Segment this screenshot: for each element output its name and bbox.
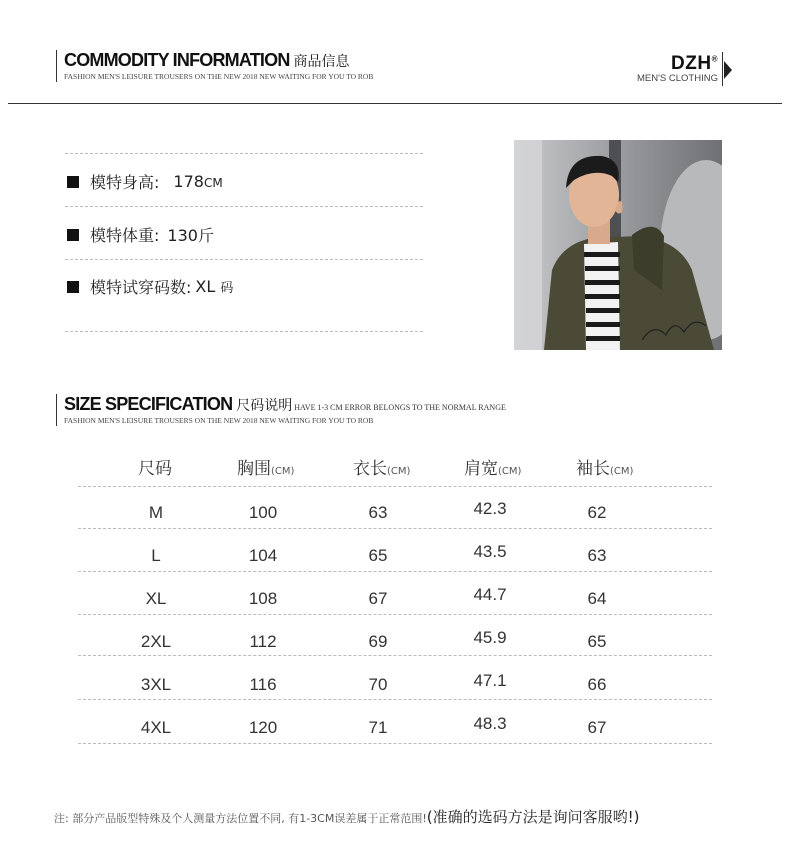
model-height-label: 模特身高: (90, 173, 160, 192)
brand-logo (637, 53, 718, 84)
model-height-value: 178CM (173, 172, 223, 191)
table-cell-sleeve: 67 (587, 718, 607, 737)
table-header-sleeve: 袖长(CM) (576, 459, 634, 479)
table-cell-size: L (151, 546, 161, 565)
table-cell-shoulder: 42.3 (473, 499, 507, 518)
size-spec-subtitle: FASHION MEN'S LEISURE TROUSERS ON THE NEW 2018 NEW WAITING FOR YOU TO ROB (64, 416, 374, 425)
model-weight-value: 130斤 (167, 226, 214, 245)
table-divider (78, 614, 712, 615)
table-cell-sleeve: 63 (587, 546, 607, 565)
model-size-row (67, 275, 233, 298)
footnote (54, 806, 639, 827)
table-cell-length: 70 (368, 675, 388, 694)
size-spec-header (56, 394, 506, 426)
table-divider (78, 655, 712, 656)
table-divider (78, 528, 712, 529)
table-cell-length: 69 (368, 632, 388, 651)
bullet-square-icon (67, 229, 79, 241)
header-rule (8, 103, 782, 104)
bullet-square-icon (67, 281, 79, 293)
footnote-advice: (准确的选码方法是询问客服哟!) (426, 808, 640, 826)
table-cell-sleeve: 64 (587, 589, 607, 608)
commodity-title-cn: 商品信息 (293, 54, 350, 70)
model-height-row (67, 170, 223, 193)
size-spec-title: SIZE SPECIFICATION 尺码说明 HAVE 1-3 CM ERROR BELONGS TO THE NORMAL RANGE (64, 394, 506, 414)
table-divider (78, 571, 712, 572)
brand-name: DZH (671, 53, 712, 74)
table-cell-length: 63 (368, 503, 388, 522)
table-cell-length: 65 (368, 546, 388, 565)
brand-registered-mark: ® (711, 54, 718, 64)
table-header-length: 衣长(CM) (353, 459, 411, 479)
table-cell-chest: 116 (249, 675, 277, 694)
info-divider (65, 259, 423, 260)
model-photo (514, 140, 722, 350)
info-divider (65, 153, 423, 154)
table-cell-sleeve: 66 (587, 675, 607, 694)
table-cell-chest: 108 (248, 589, 278, 608)
info-divider (65, 206, 423, 207)
table-header-size: 尺码 (138, 459, 172, 479)
table-header-shoulder: 肩宽(CM) (464, 459, 522, 479)
brand-divider (722, 52, 723, 86)
table-cell-shoulder: 44.7 (473, 585, 507, 604)
table-cell-shoulder: 48.3 (473, 714, 507, 733)
table-divider (78, 699, 712, 700)
table-cell-size: 2XL (140, 632, 172, 651)
model-weight-label: 模特体重: (90, 226, 160, 245)
commodity-title: COMMODITY INFORMATION 商品信息 (64, 50, 350, 70)
table-cell-shoulder: 45.9 (473, 628, 507, 647)
footnote-disclaimer: 注: 部分产品版型特殊及个人测量方法位置不同, 有1-3CM误差属于正常范围! (54, 812, 427, 825)
size-spec-title-cn: 尺码说明 (236, 398, 293, 414)
table-cell-sleeve: 65 (587, 632, 607, 651)
model-weight-row (67, 223, 214, 246)
arrow-right-icon (724, 61, 732, 79)
table-cell-shoulder: 43.5 (473, 542, 507, 561)
table-cell-size: 4XL (140, 718, 172, 737)
table-cell-chest: 104 (248, 546, 278, 565)
commodity-subtitle: FASHION MEN'S LEISURE TROUSERS ON THE NEW 2018 NEW WAITING FOR YOU TO ROB (64, 72, 374, 81)
table-cell-size: M (148, 503, 164, 522)
table-cell-shoulder: 47.1 (473, 671, 507, 690)
commodity-header (56, 50, 374, 82)
table-divider (78, 486, 712, 487)
table-header-chest: 胸围(CM) (237, 459, 295, 479)
brand-subtitle: MEN'S CLOTHING (637, 73, 718, 84)
size-spec-note: HAVE 1-3 CM ERROR BELONGS TO THE NORMAL RANGE (294, 403, 506, 412)
model-size-label: 模特试穿码数: (90, 278, 192, 297)
info-divider (65, 331, 423, 332)
table-divider (78, 743, 712, 744)
table-cell-length: 71 (368, 718, 388, 737)
table-cell-chest: 112 (249, 632, 277, 651)
table-cell-sleeve: 62 (587, 503, 607, 522)
table-cell-chest: 100 (248, 503, 278, 522)
bullet-square-icon (67, 176, 79, 188)
table-cell-chest: 120 (248, 718, 278, 737)
table-cell-size: XL (145, 589, 167, 608)
table-cell-length: 67 (368, 589, 388, 608)
table-cell-size: 3XL (140, 675, 172, 694)
model-photo-illustration (514, 140, 722, 350)
model-size-value: XL 码 (195, 277, 234, 296)
